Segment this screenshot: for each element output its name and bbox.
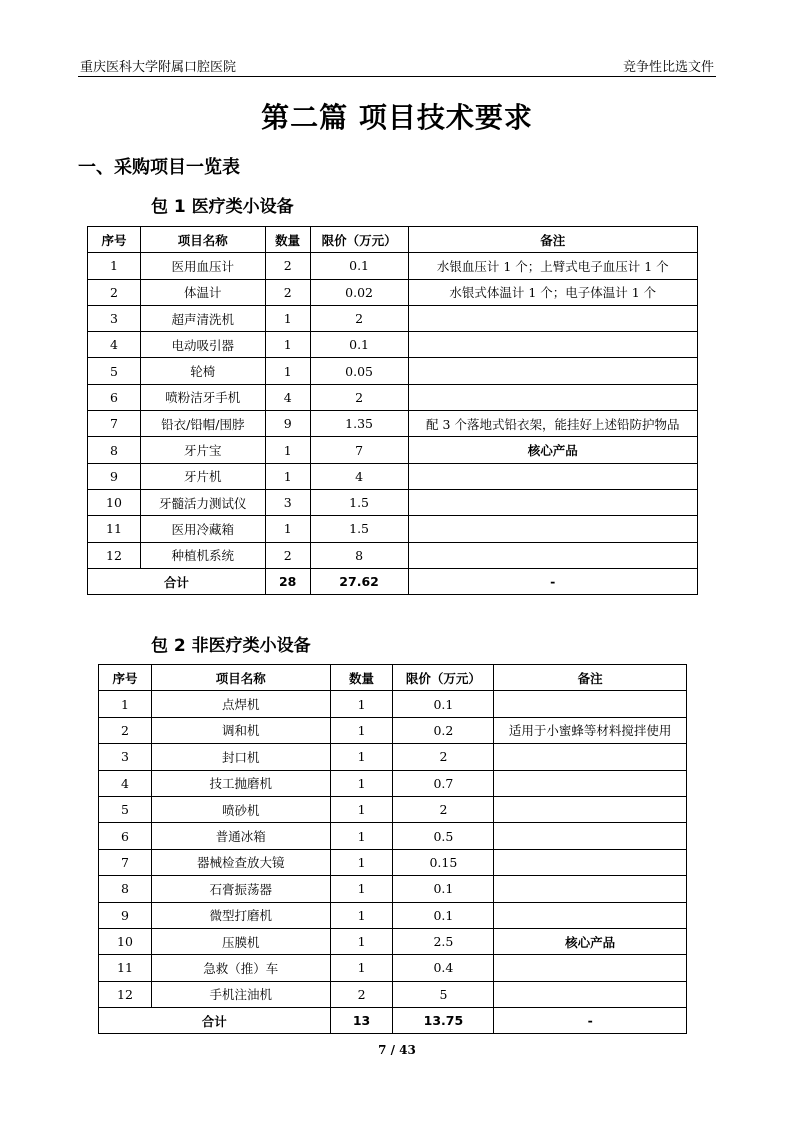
table-cell: 10 [99, 928, 152, 954]
package2-table [98, 664, 687, 1034]
table-cell: 1 [330, 849, 393, 875]
total-note: - [494, 1008, 687, 1034]
page-number: 7 / 43 [378, 1043, 416, 1057]
table-cell: 牙片宝 [140, 437, 265, 463]
table-row [99, 744, 687, 770]
table-row [88, 332, 698, 358]
table-cell: 6 [99, 823, 152, 849]
table-cell: 1 [330, 796, 393, 822]
table-cell: 电动吸引器 [140, 332, 265, 358]
table-cell: 9 [265, 411, 310, 437]
table-cell: 压膜机 [151, 928, 330, 954]
header-cell: 项目名称 [151, 665, 330, 691]
table-cell: 0.5 [393, 823, 494, 849]
package1-table [87, 226, 698, 595]
table-cell: 9 [99, 902, 152, 928]
total-qty: 28 [265, 568, 310, 594]
table-cell: 超声清洗机 [140, 305, 265, 331]
table-cell: 医用血压计 [140, 253, 265, 279]
table-cell: 5 [99, 796, 152, 822]
table-cell: 12 [99, 981, 152, 1007]
table-row [88, 437, 698, 463]
total-qty: 13 [330, 1008, 393, 1034]
table-cell: 11 [88, 516, 141, 542]
table-cell: 1 [265, 516, 310, 542]
total-price: 13.75 [393, 1008, 494, 1034]
package1-title: 包 1 医疗类小设备 [151, 197, 294, 217]
table-row [99, 770, 687, 796]
table-cell: 种植机系统 [140, 542, 265, 568]
table-cell: 0.1 [393, 876, 494, 902]
table-cell: 0.2 [393, 717, 494, 743]
table-row [99, 691, 687, 717]
table-cell: 1.35 [310, 411, 408, 437]
table-cell: 2 [310, 305, 408, 331]
table-cell: 牙髓活力测试仪 [140, 489, 265, 515]
table-cell [408, 516, 697, 542]
table-row [99, 928, 687, 954]
table-cell: 3 [265, 489, 310, 515]
table-cell: 水银血压计 1 个；上臂式电子血压计 1 个 [408, 253, 697, 279]
table-row [99, 981, 687, 1007]
header-cell: 序号 [88, 227, 141, 253]
table-cell: 配 3 个落地式铅衣架，能挂好上述铅防护物品 [408, 411, 697, 437]
header-org: 重庆医科大学附属口腔医院 [80, 60, 237, 75]
total-note: - [408, 568, 697, 594]
table-cell: 12 [88, 542, 141, 568]
table-cell: 8 [99, 876, 152, 902]
table-cell: 核心产品 [408, 437, 697, 463]
table-cell: 1 [330, 823, 393, 849]
total-row [99, 1008, 687, 1034]
header-cell: 备注 [408, 227, 697, 253]
table-cell: 封口机 [151, 744, 330, 770]
header-cell: 备注 [494, 665, 687, 691]
table-cell [494, 691, 687, 717]
total-label: 合计 [88, 568, 266, 594]
table-cell: 喷粉洁牙手机 [140, 384, 265, 410]
table-cell: 0.1 [310, 332, 408, 358]
table-cell: 轮椅 [140, 358, 265, 384]
table-cell: 器械检查放大镜 [151, 849, 330, 875]
table-cell [494, 796, 687, 822]
table-cell [408, 358, 697, 384]
table-cell: 喷砂机 [151, 796, 330, 822]
table-cell: 3 [99, 744, 152, 770]
table-row [88, 542, 698, 568]
table-cell [408, 489, 697, 515]
table-cell [408, 332, 697, 358]
table-cell: 4 [310, 463, 408, 489]
table-row [99, 955, 687, 981]
table-row [99, 717, 687, 743]
table-cell: 0.02 [310, 279, 408, 305]
total-label: 合计 [99, 1008, 331, 1034]
table-row [99, 849, 687, 875]
table-cell: 0.4 [393, 955, 494, 981]
table-cell: 8 [310, 542, 408, 568]
table-cell: 4 [99, 770, 152, 796]
table-cell: 4 [88, 332, 141, 358]
total-row [88, 568, 698, 594]
table-cell: 2 [265, 253, 310, 279]
table-cell: 调和机 [151, 717, 330, 743]
header-doc-type: 竞争性比选文件 [622, 60, 714, 75]
page-title: 第二篇 项目技术要求 [261, 101, 533, 134]
table-cell: 1 [88, 253, 141, 279]
header-cell: 序号 [99, 665, 152, 691]
table-cell: 核心产品 [494, 928, 687, 954]
table-cell: 体温计 [140, 279, 265, 305]
table-row [99, 796, 687, 822]
table-cell: 2 [99, 717, 152, 743]
table-cell: 2 [310, 384, 408, 410]
table-row [88, 411, 698, 437]
table-cell: 1 [330, 744, 393, 770]
table-cell: 7 [99, 849, 152, 875]
table-cell: 2 [393, 744, 494, 770]
table-header-row [88, 227, 698, 253]
table-cell: 1.5 [310, 516, 408, 542]
table-cell: 微型打磨机 [151, 902, 330, 928]
table-cell: 石膏振荡器 [151, 876, 330, 902]
table-cell: 0.1 [310, 253, 408, 279]
table-row [88, 489, 698, 515]
table-row [88, 516, 698, 542]
table-cell: 8 [88, 437, 141, 463]
table-row [99, 876, 687, 902]
table-cell: 9 [88, 463, 141, 489]
table-cell: 技工抛磨机 [151, 770, 330, 796]
header-cell: 限价（万元） [310, 227, 408, 253]
header-cell: 项目名称 [140, 227, 265, 253]
table-cell [494, 876, 687, 902]
table-cell: 7 [88, 411, 141, 437]
header-cell: 数量 [265, 227, 310, 253]
table-row [88, 253, 698, 279]
table-cell [408, 463, 697, 489]
table-cell [494, 849, 687, 875]
table-cell: 5 [393, 981, 494, 1007]
table-cell: 水银式体温计 1 个；电子体温计 1 个 [408, 279, 697, 305]
table-cell: 1 [265, 305, 310, 331]
table-cell: 手机注油机 [151, 981, 330, 1007]
table-header-row [99, 665, 687, 691]
table-cell: 10 [88, 489, 141, 515]
table-cell: 11 [99, 955, 152, 981]
table-cell: 1 [330, 691, 393, 717]
table-cell: 1 [99, 691, 152, 717]
table-cell [408, 384, 697, 410]
table-cell: 4 [265, 384, 310, 410]
header-cell: 限价（万元） [393, 665, 494, 691]
table-cell: 0.05 [310, 358, 408, 384]
table-cell: 2 [393, 796, 494, 822]
table-cell: 1 [330, 876, 393, 902]
table-row [88, 279, 698, 305]
table-cell: 1 [265, 332, 310, 358]
table-cell: 1 [330, 717, 393, 743]
table-cell: 2 [330, 981, 393, 1007]
total-price: 27.62 [310, 568, 408, 594]
table-cell: 1 [330, 928, 393, 954]
table-cell: 适用于小蜜蜂等材料搅拌使用 [494, 717, 687, 743]
table-cell [494, 981, 687, 1007]
table-cell: 铅衣/铅帽/围脖 [140, 411, 265, 437]
table-cell [494, 823, 687, 849]
table-cell: 1 [265, 463, 310, 489]
table-cell: 7 [310, 437, 408, 463]
table-cell: 医用冷藏箱 [140, 516, 265, 542]
table-cell: 1.5 [310, 489, 408, 515]
section-heading: 一、采购项目一览表 [78, 157, 240, 178]
header-cell: 数量 [330, 665, 393, 691]
table-cell [408, 305, 697, 331]
table-cell [494, 744, 687, 770]
table-cell: 3 [88, 305, 141, 331]
table-cell: 1 [265, 437, 310, 463]
table-cell: 1 [330, 955, 393, 981]
table-cell: 0.1 [393, 902, 494, 928]
table-cell: 6 [88, 384, 141, 410]
table-cell: 0.1 [393, 691, 494, 717]
table-cell: 0.15 [393, 849, 494, 875]
table-row [88, 305, 698, 331]
table-cell: 普通冰箱 [151, 823, 330, 849]
table-cell: 2 [265, 542, 310, 568]
table-cell: 点焊机 [151, 691, 330, 717]
table-cell: 急救（推）车 [151, 955, 330, 981]
table-cell: 2 [265, 279, 310, 305]
table-row [88, 384, 698, 410]
table-cell: 1 [265, 358, 310, 384]
table-cell [494, 955, 687, 981]
table-cell [494, 902, 687, 928]
table-row [99, 902, 687, 928]
table-cell: 2.5 [393, 928, 494, 954]
package2-title: 包 2 非医疗类小设备 [151, 636, 311, 656]
table-cell [408, 542, 697, 568]
table-cell: 1 [330, 770, 393, 796]
table-cell [494, 770, 687, 796]
table-row [88, 463, 698, 489]
table-row [99, 823, 687, 849]
table-cell: 2 [88, 279, 141, 305]
header-divider [78, 76, 716, 77]
table-cell: 0.7 [393, 770, 494, 796]
table-row [88, 358, 698, 384]
table-cell: 1 [330, 902, 393, 928]
table-cell: 牙片机 [140, 463, 265, 489]
table-cell: 5 [88, 358, 141, 384]
